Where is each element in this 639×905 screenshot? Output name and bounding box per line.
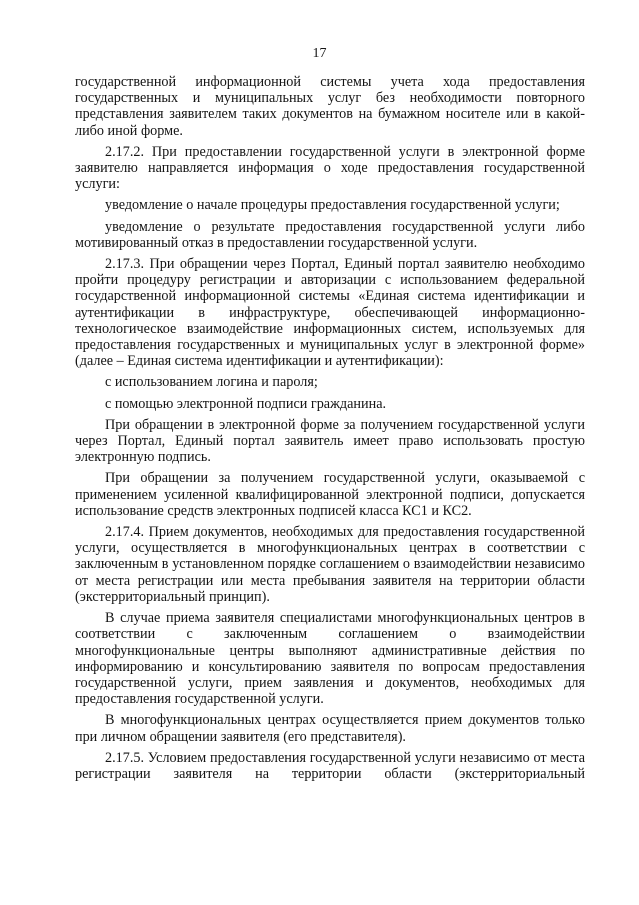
paragraph: с помощью электронной подписи гражданина. [105,395,387,412]
page-number: 17 [312,46,327,61]
paragraph: В случае приема заявителя специалистами многофункциональных центров в соответствии с заключенным соглашением о взаимодействии многофункциональные центры выполняют административные действия по информированию и консультированию заявителя по вопросам предоставления государственной услуги, прием заявления и документов, необходимых для предоставления государственной услуги. [75,610,585,708]
paragraph: с использованием логина и пароля; [105,374,318,391]
paragraph: При обращении в электронной форме за получением государственной услуги через Портал, Единый портал заявитель имеет право использовать простую электронную подпись. [75,416,585,466]
paragraph: При обращении за получением государственной услуги, оказываемой с применением усиленной квалифицированной электронной подписи, допускается использование средств электронных подписей класса КС1 и КС2. [75,470,585,519]
paragraph: уведомление о результате предоставления государственной услуги либо мотивированный отказ в предоставлении государственной услуги. [75,218,585,251]
paragraph: уведомление о начале процедуры предоставления государственной услуги; [105,197,560,214]
paragraph: 2.17.5. Условием предоставления государственной услуги независимо от места регистрации заявителя на территории области (экстерриториальный [75,749,585,782]
paragraph: 2.17.2. При предоставлении государственной услуги в электронной форме заявителю направляется информация о ходе предоставления государственной услуги: [75,143,585,193]
paragraph: 2.17.4. Прием документов, необходимых для предоставления государственной услуги, осуществляется в многофункциональных центрах в соответствии с заключенным в установленном порядке соглашением о взаимодействии независимо от места регистрации или места пребывания заявителя на территории области (экстерриториальный принцип). [75,524,585,605]
document-body [75,74,585,782]
paragraph: государственной информационной системы учета хода предоставления государственных и муниципальных услуг без необходимости повторного представления заявителем таких документов на бумажном носителе или в какой-либо иной форме. [75,74,585,139]
paragraph: 2.17.3. При обращении через Портал, Единый портал заявителю необходимо пройти процедуру регистрации и авторизации с использованием федеральной государственной информационной системы «Единая система идентификации и аутентификации в инфраструктуре, обеспечивающей информационно-технологическое взаимодействие информационных систем, используемых для предоставления государственных и муниципальных услуг в электронной форме» (далее – Единая система идентификации и аутентификации): [75,256,585,370]
paragraph: В многофункциональных центрах осуществляется прием документов только при личном обращении заявителя (его представителя). [75,712,585,745]
